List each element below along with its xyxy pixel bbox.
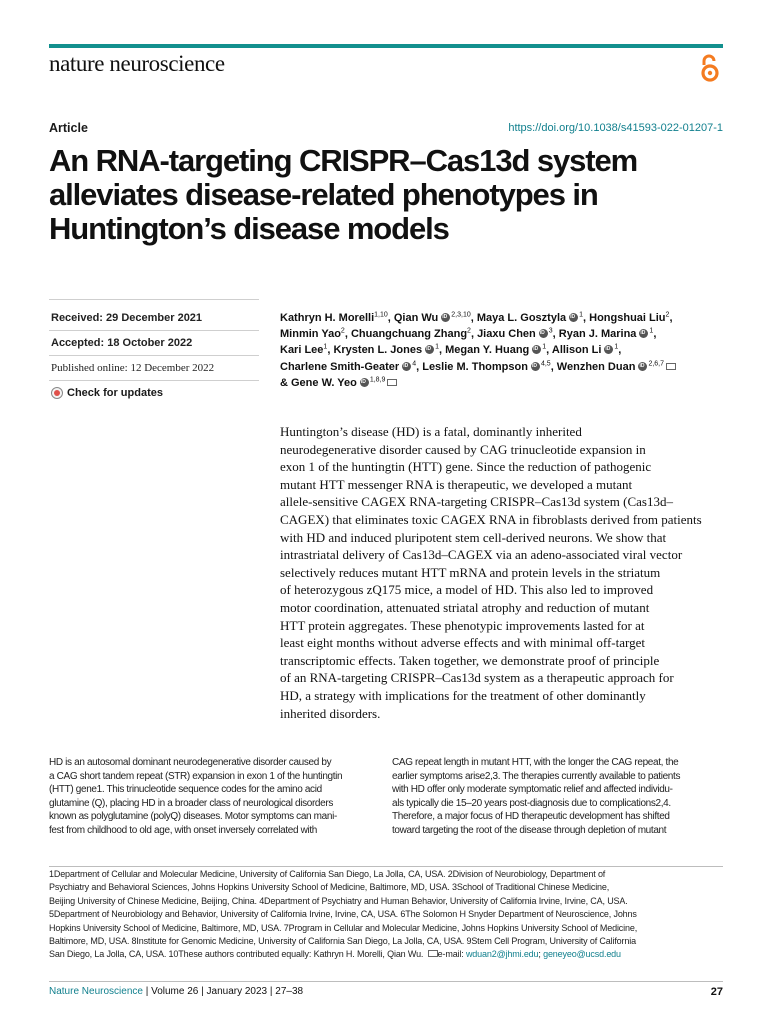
author-name[interactable]: Minmin Yao bbox=[280, 328, 341, 341]
affiliation-line: 1Department of Cellular and Molecular Medicine, University of California San Diego, La Jolla, CA, USA. 2Division of Neurobiology, Department of bbox=[49, 869, 606, 879]
affiliation-line: Hopkins University School of Medicine, Baltimore, MD, USA. 7Program in Cellular and Molecular Medicine, Johns Hopkins University School of Medicine, bbox=[49, 922, 638, 933]
affiliation-line: Beijing University of Chinese Medicine, Beijing, China. 4Department of Psychiatry and Human Behavior, University of California Irvine, Irvine, CA, USA. bbox=[49, 895, 628, 906]
author-name[interactable]: , Megan Y. Huang bbox=[439, 344, 530, 357]
orcid-icon[interactable] bbox=[531, 362, 540, 371]
divider bbox=[49, 330, 259, 331]
body-line: HD is an autosomal dominant neurodegenerative disorder caused by bbox=[49, 757, 332, 768]
doi-link[interactable]: https://doi.org/10.1038/s41593-022-01207-1 bbox=[508, 122, 723, 134]
affiliation-sup: 2,6,7 bbox=[648, 359, 665, 367]
author-name[interactable]: Kathryn H. Morelli bbox=[280, 312, 375, 324]
orcid-icon[interactable] bbox=[441, 313, 450, 322]
page-number: 27 bbox=[710, 986, 723, 998]
abstract-line: neurodegenerative disorder caused by CAG trinucleotide expansion in bbox=[280, 441, 646, 457]
affiliations bbox=[49, 868, 729, 962]
affiliation-sup: 2 bbox=[665, 311, 670, 319]
email-link-yeo[interactable]: geneyeo@ucsd.edu bbox=[543, 949, 621, 960]
check-updates-icon bbox=[51, 387, 63, 399]
abstract-line: of an RNA-targeting CRISPR–Cas13d system as a therapeutic approach for bbox=[280, 670, 674, 686]
abstract-line: HTT protein aggregates. These phenotypic improvements lasted for at bbox=[280, 617, 645, 633]
footnote-rule bbox=[49, 866, 723, 867]
abstract-line: selectively reduces mutant HTT mRNA and protein levels in the striatum bbox=[280, 564, 661, 580]
page-title bbox=[49, 144, 729, 246]
affiliation-sup: 1,8,9 bbox=[369, 376, 386, 384]
abstract-line: of heterozygous zQ175 mice, a model of HD. This also led to improved bbox=[280, 582, 654, 598]
abstract-line: least eight months without adverse effects and with minimal off-target bbox=[280, 635, 645, 651]
author-name[interactable]: Kari Lee bbox=[280, 344, 324, 357]
orcid-icon[interactable] bbox=[425, 345, 434, 354]
body-line: a CAG short tandem repeat (STR) expansion in exon 1 of the huntingtin bbox=[49, 770, 343, 782]
title-line: An RNA-targeting CRISPR–Cas13d system bbox=[49, 143, 638, 178]
affiliation-line: 5Department of Neurobiology and Behavior, University of California Irvine, Irvine, CA, USA. 6The Solomon H Snyder Department of Neuroscience, Johns bbox=[49, 909, 637, 920]
affiliation-sup: 2 bbox=[467, 327, 471, 335]
affiliation-sup: 2,3,10 bbox=[451, 311, 471, 319]
author-name[interactable]: Charlene Smith-Geater bbox=[280, 360, 400, 373]
author-name[interactable]: , Ryan J. Marina bbox=[552, 328, 637, 341]
email-envelope-icon[interactable] bbox=[666, 363, 676, 370]
affiliation-sup: 4 bbox=[412, 359, 417, 367]
author-name[interactable]: , Krysten L. Jones bbox=[327, 344, 423, 357]
orcid-icon[interactable] bbox=[639, 329, 648, 338]
abstract-line: allele-sensitive CAGEX RNA-targeting CRISPR–Cas13d system (Cas13d– bbox=[280, 494, 673, 510]
body-column-left bbox=[49, 756, 385, 838]
footer-pages: 27–38 bbox=[275, 986, 304, 997]
abstract-line: CAGEX) that eliminates toxic CAGEX RNA in fibroblasts derived from patients bbox=[280, 511, 702, 527]
body-line: known as polyglutamine (polyQ) diseases. Motor symptoms can mani- bbox=[49, 811, 337, 823]
abstract-line: exon 1 of the huntingtin (HTT) gene. Since the reduction of pathogenic bbox=[280, 459, 652, 475]
divider bbox=[49, 355, 259, 356]
orcid-icon[interactable] bbox=[569, 313, 578, 322]
orcid-icon[interactable] bbox=[638, 362, 647, 371]
title-line: alleviates disease-related phenotypes in bbox=[49, 177, 598, 212]
affiliation-sup: 1,10 bbox=[374, 311, 388, 319]
author-name[interactable]: , Maya L. Gosztyla bbox=[470, 312, 567, 324]
body-line: toward targeting the root of the disease through depletion of mutant bbox=[392, 824, 667, 836]
footer-volume: Volume 26 bbox=[151, 986, 199, 997]
affiliation-sup: 1 bbox=[542, 343, 547, 351]
abstract-line: intrastriatal delivery of Cas13d–CAGEX via an adeno-associated viral vector bbox=[280, 547, 683, 563]
body-column-right bbox=[392, 756, 728, 838]
author-name[interactable]: & Gene W. Yeo bbox=[280, 376, 357, 389]
orcid-icon[interactable] bbox=[539, 329, 548, 338]
footer-citation bbox=[49, 986, 303, 997]
affiliation-sup: 1 bbox=[435, 343, 439, 351]
abstract bbox=[280, 423, 730, 722]
email-link-duan[interactable]: wduan2@jhmi.edu bbox=[465, 949, 539, 960]
body-line: als typically die 15–20 years post-diagnosis due to complications2,4. bbox=[392, 797, 671, 809]
orcid-icon[interactable] bbox=[604, 345, 613, 354]
body-line: with HD offer only moderate symptomatic relief and affected individu- bbox=[392, 784, 673, 796]
abstract-line: mutant HTT messenger RNA is therapeutic, we developed a mutant bbox=[280, 476, 633, 492]
footer-date: January 2023 bbox=[206, 986, 268, 997]
abstract-line: Huntington’s disease (HD) is a fatal, dominantly inherited bbox=[280, 424, 582, 439]
author-name[interactable]: , Allison Li bbox=[546, 344, 602, 357]
abstract-line: transcriptomic effects. Taken together, we demonstrate proof of principle bbox=[280, 652, 660, 668]
check-for-updates-button[interactable] bbox=[51, 387, 163, 399]
author-name[interactable]: , Hongshuai Liu bbox=[583, 312, 666, 324]
abstract-line: HD, a strategy with implications for the treatment of other dominantly bbox=[280, 687, 646, 703]
article-type: Article bbox=[49, 121, 88, 135]
author-name[interactable]: , Wenzhen Duan bbox=[550, 360, 636, 373]
email-envelope-icon[interactable] bbox=[387, 379, 397, 386]
author-list: Kathryn H. Morelli$^{1,10}$, Qian WuiD $^{2,3,10}$, Maya L. GosztylaiD $^1$, Hongshuai Liu$^2$, Minmin Yao$^2$, Chuangchuang Zhang$^2$, Jiaxu CheniD $^3$, Ryan J. MarinaiD $^1$, Kari Lee$^1$, Krysten L. JonesiD $^1$, Megan Y. HuangiD $^1$, Allison LiiD $^1$, Charlene Smith-GeateriD $^4$, Leslie M. ThompsoniD $^{4,5}$, Wenzhen DuaniD $^{2,6,7}$ & Gene W. YeoiD $^{1,8,9}$ bbox=[280, 310, 730, 391]
header-rule bbox=[49, 44, 723, 48]
check-updates-label: Check for updates bbox=[67, 387, 163, 399]
footer-separator: | bbox=[198, 986, 207, 997]
body-line: CAG repeat length in mutant HTT, with the longer the CAG repeat, the bbox=[392, 757, 679, 768]
affiliation-sup: 1 bbox=[649, 327, 654, 335]
body-line: Therefore, a major focus of HD therapeutic development has shifted bbox=[392, 811, 670, 823]
author-name[interactable]: , Chuangchuang Zhang bbox=[344, 328, 468, 341]
footer-rule bbox=[49, 981, 723, 982]
author-name[interactable]: , Qian Wu bbox=[387, 312, 439, 324]
affiliation-sup: 1 bbox=[614, 343, 619, 351]
body-line: fest from childhood to old age, with onset inversely correlated with bbox=[49, 824, 318, 836]
affiliation-sup: 4,5 bbox=[540, 359, 551, 367]
abstract-line: motor coordination, attenuated striatal atrophy and reduction of mutant bbox=[280, 599, 650, 615]
affiliation-line: Psychiatry and Behavioral Sciences, Johns Hopkins University School of Medicine, Baltimore, MD, USA. 3School of Traditional Chinese Medicine, bbox=[49, 882, 610, 893]
author-name[interactable]: , Leslie M. Thompson bbox=[416, 360, 528, 373]
footer-separator: | bbox=[267, 986, 276, 997]
body-line: earlier symptoms arise2,3. The therapies currently available to patients bbox=[392, 770, 681, 782]
open-access-icon[interactable] bbox=[700, 53, 720, 83]
journal-name[interactable]: nature neuroscience bbox=[49, 51, 225, 76]
received-date: Received: 29 December 2021 bbox=[51, 312, 203, 324]
email-envelope-icon bbox=[428, 950, 438, 957]
affiliation-line-last bbox=[49, 948, 729, 961]
affiliation-text: San Diego, La Jolla, CA, USA. 10These authors contributed equally: Kathryn H. Morelli, Qian Wu. bbox=[49, 949, 424, 960]
published-date: Published online: 12 December 2022 bbox=[51, 362, 215, 374]
email-separator: ; bbox=[538, 949, 544, 960]
footer-separator: | bbox=[142, 986, 152, 997]
author-name[interactable]: , Jiaxu Chen bbox=[470, 328, 536, 341]
accepted-date: Accepted: 18 October 2022 bbox=[51, 337, 193, 349]
body-line: glutamine (Q), placing HD in a broader class of neurological disorders bbox=[49, 797, 333, 809]
body-line: (HTT) gene1. This trinucleotide sequence codes for the amino acid bbox=[49, 784, 322, 796]
orcid-icon[interactable] bbox=[360, 378, 369, 387]
affiliation-sup: 1 bbox=[579, 311, 584, 319]
title-line: Huntington’s disease models bbox=[49, 211, 449, 246]
affiliation-sup: 3 bbox=[548, 327, 553, 335]
affiliation-sup: 2 bbox=[340, 327, 345, 335]
email-label: e-mail: bbox=[437, 949, 466, 960]
divider bbox=[49, 299, 259, 300]
divider bbox=[49, 380, 259, 381]
affiliation-sup: 1 bbox=[323, 343, 328, 351]
orcid-icon[interactable] bbox=[402, 362, 411, 371]
orcid-icon[interactable] bbox=[532, 345, 541, 354]
abstract-line: inherited disorders. bbox=[280, 705, 381, 721]
footer-journal[interactable]: Nature Neuroscience bbox=[49, 986, 143, 997]
abstract-line: with HD and induced pluripotent stem cell-derived neurons. We show that bbox=[280, 529, 667, 545]
affiliation-line: Baltimore, MD, USA. 8Institute for Genomic Medicine, University of California San Diego, La Jolla, CA, USA. 9Stem Cell Program, University of California bbox=[49, 936, 636, 947]
